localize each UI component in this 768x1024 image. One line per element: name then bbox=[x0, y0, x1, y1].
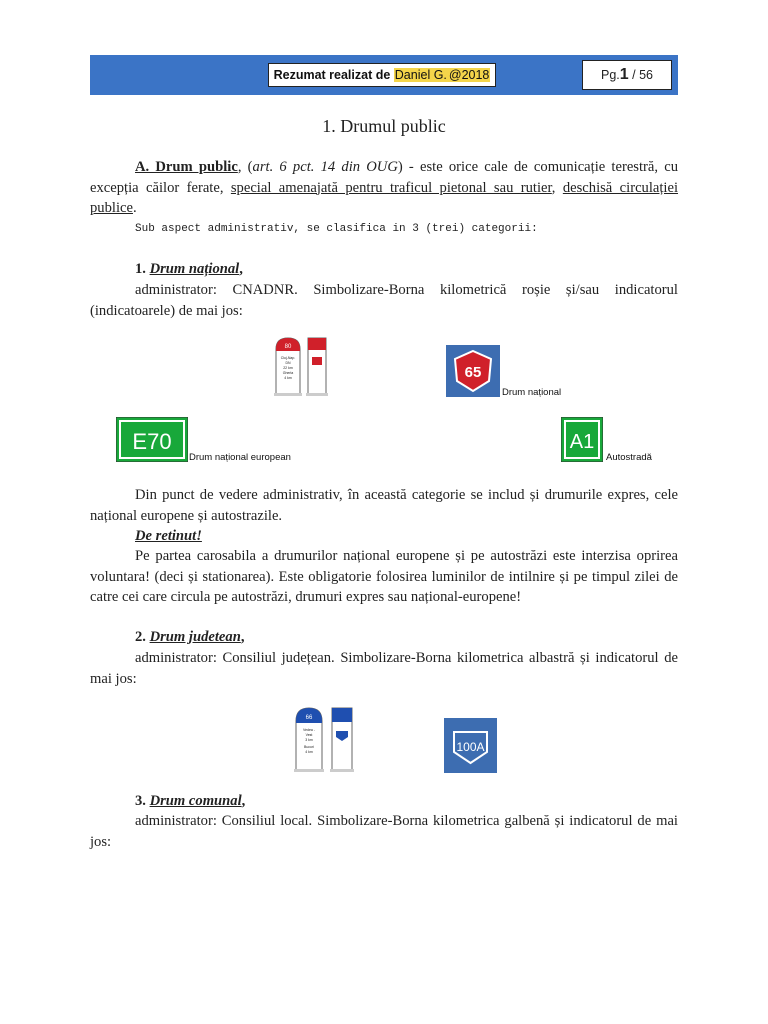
comunal-num: 3. bbox=[135, 793, 150, 809]
judetean-heading bbox=[135, 627, 723, 648]
red-borna-image bbox=[272, 335, 332, 397]
county-road-sign bbox=[444, 718, 497, 773]
law-reference: art. 6 pct. 14 din OUG bbox=[252, 159, 398, 175]
national-comma: , bbox=[239, 261, 243, 277]
national-heading bbox=[135, 259, 723, 280]
comunal-heading bbox=[135, 791, 723, 812]
national-num: 1. bbox=[135, 261, 150, 277]
header-title-prefix: Rezumat realizat de bbox=[273, 68, 394, 82]
national-road-sign bbox=[446, 345, 500, 397]
judetean-comma: , bbox=[240, 629, 245, 645]
note-heading bbox=[135, 526, 723, 547]
page-title: 1. Drumul public bbox=[322, 116, 446, 136]
note-paragraph: Pe partea carosabila a drumurilor național europene și pe autostrăzi este interzisa oprirea voluntara! (deci și stationarea). Este obligatorie folosirea luminilor de intilnire și pe timpul zilei de catre cei care circula pe autostrăzi, drumuri expres sau național-europene! bbox=[90, 548, 678, 605]
classification-line: Sub aspect administrativ, se clasifica in 3 (trei) categorii: bbox=[135, 223, 538, 235]
page-current: 1 bbox=[619, 66, 629, 83]
motorway-sign bbox=[561, 417, 603, 462]
intro-paragraph bbox=[90, 157, 678, 219]
svg-text:Bucuri: Bucuri bbox=[304, 745, 314, 749]
svg-text:Vedea -: Vedea - bbox=[302, 728, 316, 732]
note-heading-text: De retinut! bbox=[135, 528, 202, 544]
svg-text:Cluj-Nap.: Cluj-Nap. bbox=[280, 356, 296, 360]
ref-open: , ( bbox=[237, 159, 253, 175]
intro-sep: , bbox=[551, 179, 563, 196]
caption-autostrada: Autostradă bbox=[606, 452, 652, 463]
header-title bbox=[268, 63, 496, 87]
judetean-num: 2. bbox=[135, 629, 150, 645]
svg-text:DN: DN bbox=[285, 361, 291, 365]
drum-public-label: A. Drum public bbox=[135, 159, 238, 175]
author-name: Daniel G. bbox=[394, 68, 447, 82]
intro-underline-1: special amenajată pentru traficul pietonal sau rutier bbox=[230, 179, 552, 196]
county-sign-number: 100A bbox=[456, 740, 485, 754]
intro-end: . bbox=[132, 200, 137, 216]
national-sign-number: 65 bbox=[464, 364, 482, 381]
intro-text: ) - este orice cale de comunicație terestră, cu excepția căilor ferate, bbox=[90, 159, 678, 196]
page-prefix: Pg. bbox=[601, 68, 620, 82]
svg-text:Gherla: Gherla bbox=[282, 371, 294, 375]
svg-text:3 km: 3 km bbox=[305, 738, 313, 742]
national-admin-text: administrator: CNADNR. Simbolizare-Borna kilometrică roșie și/sau indicatorul (indicatoarele) de mai jos: bbox=[90, 282, 678, 319]
blue-borna-image bbox=[292, 705, 356, 773]
svg-text:4 km: 4 km bbox=[305, 750, 313, 754]
administrative-paragraph: Din punct de vedere administrativ, în această categorie se includ și drumurile expres, cele național europene și autostrazile. bbox=[90, 487, 678, 524]
european-road-sign bbox=[116, 417, 188, 462]
page-total: / 56 bbox=[628, 68, 653, 82]
page-header bbox=[90, 55, 678, 95]
caption-national: Drum național bbox=[502, 387, 562, 398]
judetean-admin-text: administrator: Consiliul județean. Simbolizare-Borna kilometrica albastră și indicatorul de mai jos: bbox=[90, 650, 678, 687]
national-heading-text: Drum național bbox=[149, 261, 240, 277]
svg-text:80: 80 bbox=[284, 344, 292, 350]
header-title-year: @2018 bbox=[448, 68, 490, 82]
judetean-heading-text: Drum judetean bbox=[149, 629, 241, 645]
motorway-sign-label: A1 bbox=[569, 431, 595, 453]
svg-text:22 km: 22 km bbox=[283, 366, 293, 370]
comunal-comma: , bbox=[241, 793, 246, 809]
page-counter bbox=[582, 60, 672, 90]
svg-text:Vest: Vest bbox=[305, 733, 313, 737]
caption-european: Drum național european bbox=[189, 452, 291, 463]
comunal-heading-text: Drum comunal bbox=[149, 793, 242, 809]
borna-number: 66 bbox=[305, 715, 313, 721]
intro-underline-2: deschisă circulației publice bbox=[90, 179, 679, 216]
comunal-admin-text: administrator: Consiliul local. Simbolizare-Borna kilometrica galbenă și indicatorul de mai jos: bbox=[90, 813, 678, 850]
european-sign-label: E70 bbox=[132, 429, 172, 454]
svg-text:4 km: 4 km bbox=[284, 376, 292, 380]
